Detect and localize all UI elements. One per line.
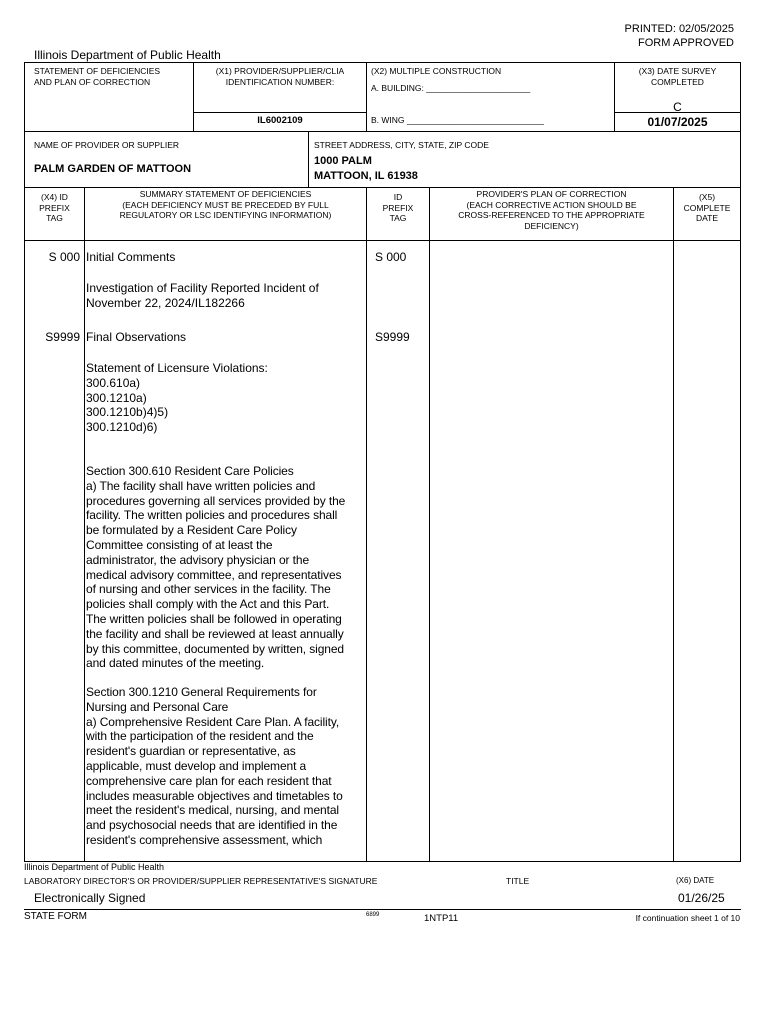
col-id-header: ID PREFIX TAG — [382, 192, 414, 223]
section-610-text: Section 300.610 Resident Care Policies a) The facility shall have written policies and procedures governing all services provided by the facility. The written policies and procedures shall be formulated by a Resident Care Policy Committee consisting of at least the administrator, the advisory physician or the medical advisory committee, and representatives of nursing and other services in the facility. The policies shall comply with the Act and this Part. The written policies shall be followed in operating the facility and shall be reviewed at least annually by this committee, documented by written, signed and dated minutes of the meeting. — [86, 464, 346, 671]
tag-s000-right: S 000 — [375, 250, 407, 264]
col-x4-header: (X4) ID PREFIX TAG — [39, 192, 70, 223]
building-field: A. BUILDING: ______________________ — [371, 83, 531, 93]
investigation-text: Investigation of Facility Reported Incident of November 22, 2024/IL182266 — [86, 281, 319, 310]
x6-date-label: (X6) DATE — [676, 876, 715, 885]
event-code: 1NTP11 — [424, 913, 459, 924]
footer-agency: Illinois Department of Public Health — [24, 862, 165, 872]
tag-s9999: S9999 — [45, 330, 80, 344]
form-number: 6899 — [366, 912, 380, 918]
address-label: STREET ADDRESS, CITY, STATE, ZIP CODE — [314, 140, 489, 150]
signature-label: LABORATORY DIRECTOR'S OR PROVIDER/SUPPLIER REPRESENTATIVE'S SIGNATURE — [24, 876, 378, 886]
x3-code: C — [673, 100, 682, 114]
form-approved: FORM APPROVED — [638, 37, 734, 49]
title-label: TITLE — [506, 876, 530, 886]
violations-list: Statement of Licensure Violations: 300.610a) 300.1210a) 300.1210b)4)5) 300.1210d)6) — [86, 361, 268, 435]
section-1210-text: Section 300.1210 General Requirements for Nursing and Personal Care a) Comprehensive Resident Care Plan. A facility, with the participation of the resident and the resident's guardian or representative, as applicable, must develop and implement a comprehensive care plan for each resident that includes measurable objectives and timetables to meet the resident's medical, nursing, and mental and psychosocial needs that are identified in the resident's comprehensive assessment, which — [86, 685, 343, 847]
signature-value: Electronically Signed — [34, 891, 146, 905]
initial-comments-heading: Initial Comments — [86, 250, 176, 264]
printed-date: PRINTED: 02/05/2025 — [624, 23, 734, 35]
tag-s9999-right: S9999 — [375, 330, 410, 344]
signature-date: 01/26/25 — [678, 891, 725, 905]
continuation-sheet: If continuation sheet 1 of 10 — [635, 913, 740, 923]
address-line1: 1000 PALM — [314, 155, 372, 167]
statement-label: STATEMENT OF DEFICIENCIES AND PLAN OF CORRECTION — [34, 66, 161, 87]
col-x5-header: (X5) COMPLETE DATE — [683, 192, 731, 223]
x3-date: 01/07/2025 — [647, 115, 708, 129]
col-plan-header: PROVIDER'S PLAN OF CORRECTION (EACH CORRECTIVE ACTION SHOULD BE CROSS-REFERENCED TO THE APPROPRIATE DEFICIENCY) — [458, 189, 645, 231]
x1-value: IL6002109 — [257, 115, 303, 126]
wing-field: B. WING _____________________________ — [371, 115, 544, 125]
provider-name: PALM GARDEN OF MATTOON — [34, 163, 192, 175]
final-observations-heading: Final Observations — [86, 330, 187, 344]
x1-label: (X1) PROVIDER/SUPPLIER/CLIA IDENTIFICATION NUMBER: — [215, 66, 345, 87]
provider-name-label: NAME OF PROVIDER OR SUPPLIER — [34, 140, 179, 150]
x3-label: (X3) DATE SURVEY COMPLETED — [638, 66, 717, 87]
agency-name: Illinois Department of Public Health — [34, 48, 221, 62]
tag-s000: S 000 — [48, 250, 80, 264]
col-summary-header: SUMMARY STATEMENT OF DEFICIENCIES (EACH DEFICIENCY MUST BE PRECEDED BY FULL REGULATORY OR LSC IDENTIFYING INFORMATION) — [119, 189, 332, 220]
x2-label: (X2) MULTIPLE CONSTRUCTION — [371, 66, 502, 76]
address-line2: MATTOON, IL 61938 — [314, 170, 418, 182]
state-form-label: STATE FORM — [24, 911, 87, 922]
